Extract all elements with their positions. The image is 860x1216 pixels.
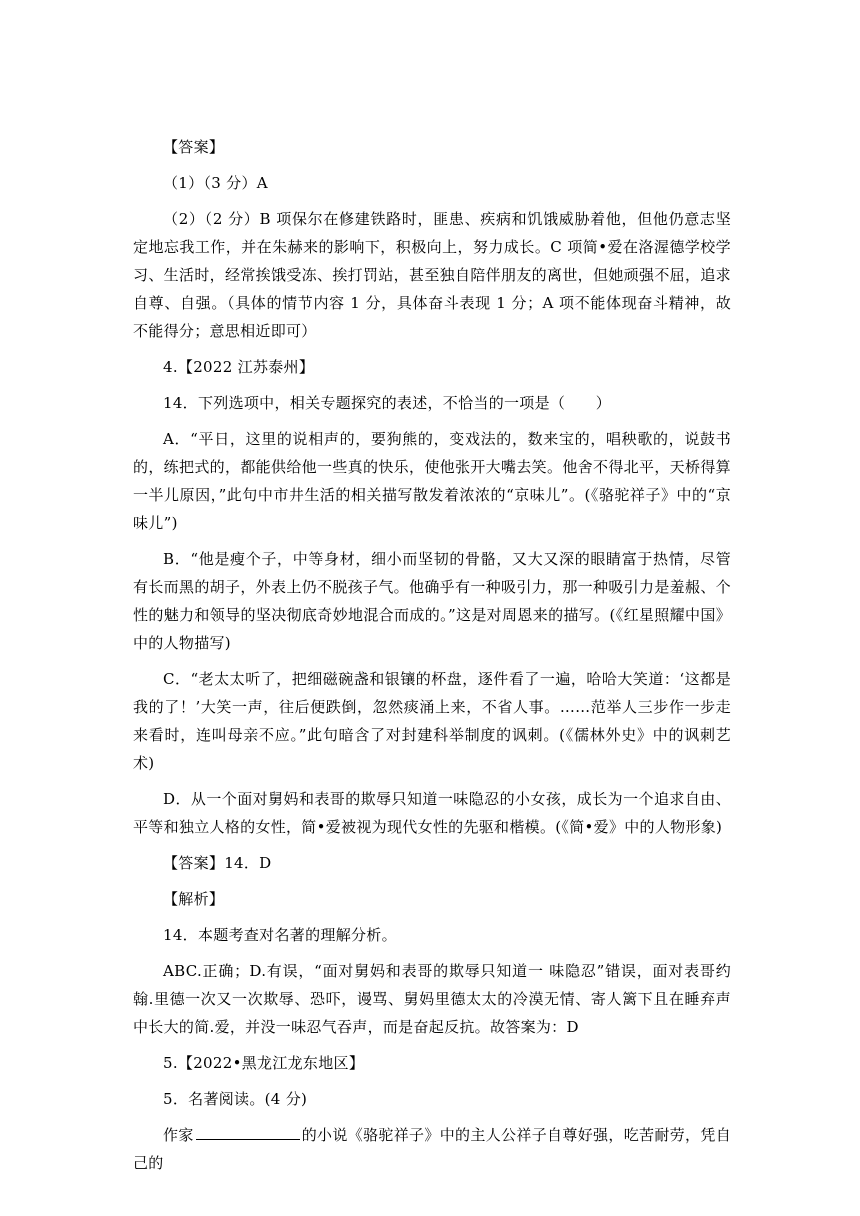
analysis-intro: 14．本题考查对名著的理解分析。 <box>163 926 397 944</box>
answer-part-2: （2）（2 分）B 项保尔在修建铁路时，匪患、疾病和饥饿威胁着他，但他仍意志坚定地忘我工作，并在朱赫来的影响下，积极向上，努力成长。C 项简•爱在洛渥德学校学习、生活时，经常挨饿受冻、挨打罚站，甚至独自陪伴朋友的离世，但她顽强不屈，追求自尊、自强。（具体的情节内容 1 分，具体奋斗表现 1 分；A 项不能体现奋斗精神，故不能得分；意思相近即可） <box>133 210 731 340</box>
option-b: B．“他是瘦个子，中等身材，细小而坚韧的骨骼，又大又深的眼睛富于热情，尽管有长而黑的胡子，外表上仍不脱孩子气。他确乎有一种吸引力，那一种吸引力是羞赧、个性的魅力和领导的坚决彻底奇妙地混合而成的。”这是对周恩来的描写。(《红星照耀中国》中的人物描写) <box>133 550 731 652</box>
answer-heading: 【答案】 <box>163 138 225 156</box>
analysis-heading: 【解析】 <box>163 890 225 908</box>
option-a: A．“平日，这里的说相声的，要狗熊的，变戏法的，数来宝的，唱秧歌的，说鼓书的，练把式的，都能供给他一些真的快乐，使他张开大嘴去笑。他舍不得北平，天桥得算一半儿原因，”此句中市井生活的相关描写散发着浓浓的“京味儿”。(《骆驼祥子》中的“京味儿”) <box>133 430 731 532</box>
answer-14: 【答案】14．D <box>163 854 272 872</box>
fill-line-prefix: 作家 <box>163 1126 194 1144</box>
question-source-4: 4.【2022 江苏泰州】 <box>163 358 315 376</box>
option-d: D．从一个面对舅妈和表哥的欺辱只知道一味隐忍的小女孩，成长为一个追求自由、平等和独立人格的女性，简•爱被视为现代女性的先驱和楷模。(《简•爱》中的人物形象) <box>133 790 731 836</box>
question-5-fill-line <box>133 1121 731 1177</box>
answer-part-1: （1）（3 分）A <box>163 174 268 192</box>
question-source-5: 5.【2022•黑龙江龙东地区】 <box>163 1054 365 1072</box>
option-c: C．“老太太听了，把细磁碗盏和银镶的杯盘，逐件看了一遍，哈哈大笑道：‘这都是我的了！’大笑一声，往后便跌倒，忽然痰涌上来，不省人事。……范举人三步作一步走来看时，连叫母亲不应。”此句暗含了对封建科举制度的讽刺。(《儒林外史》中的讽刺艺术) <box>133 670 731 772</box>
analysis-body: ABC.正确；D.有误，“面对舅妈和表哥的欺辱只知道一 味隐忍”错误，面对表哥约翰.里德一次又一次欺辱、恐吓，谩骂、舅妈里德太太的冷漠无情、寄人篱下且在睡弃声中长大的简.爱，并没一味忍气吞声，而是奋起反抗。故答案为：D <box>133 962 731 1036</box>
question-5-stem: 5．名著阅读。(4 分) <box>163 1090 308 1108</box>
question-14-stem: 14．下列选项中，相关专题探究的表述，不恰当的一项是（ ） <box>163 394 612 412</box>
document-body <box>133 133 731 1185</box>
fill-line-suffix: 的小说《骆驼祥子》中的主人公祥子自尊好强，吃苦耐劳，凭自己的 <box>133 1126 731 1172</box>
author-answer-blank[interactable] <box>196 1121 300 1140</box>
